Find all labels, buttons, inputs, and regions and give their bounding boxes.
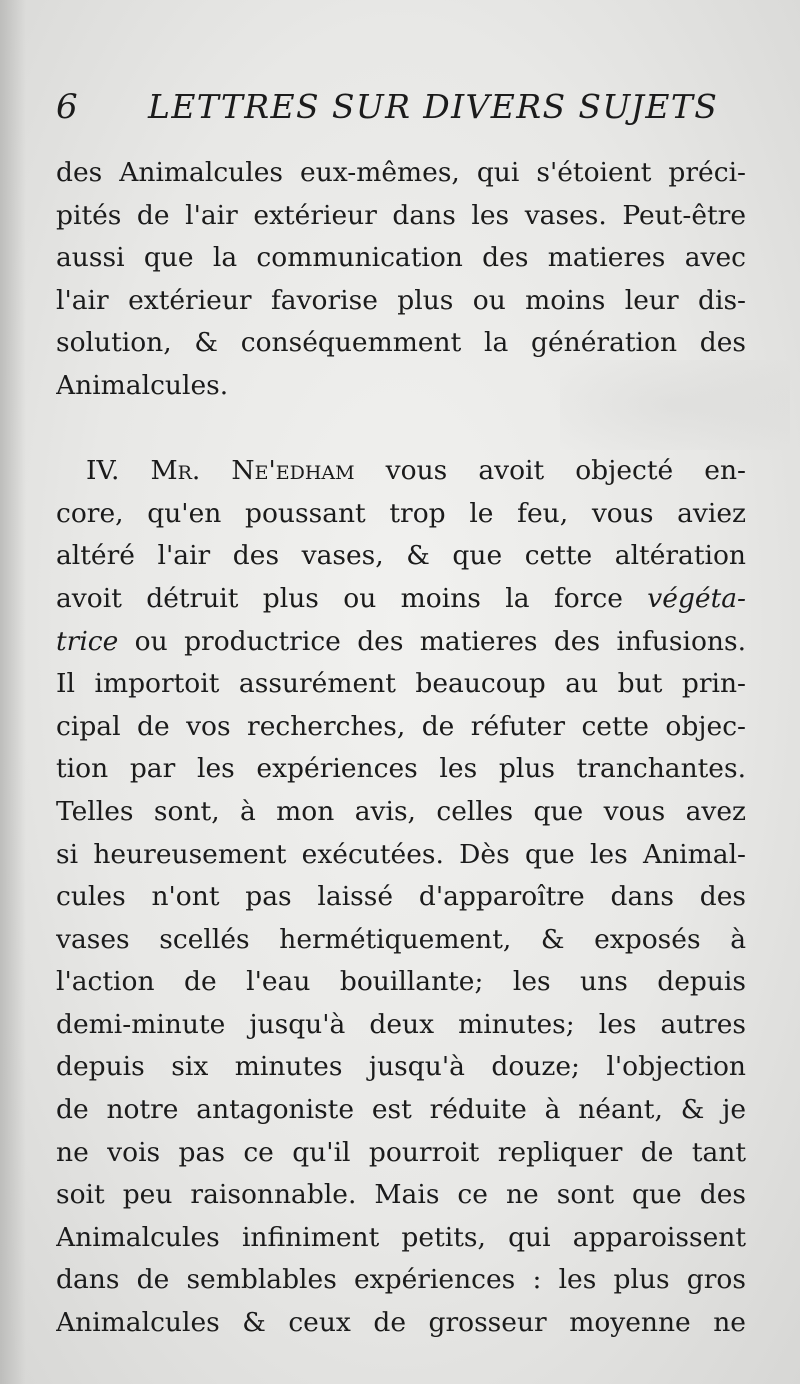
title-mr: Mr. <box>150 455 201 487</box>
paragraph-1 <box>56 152 746 408</box>
text-line: Animalcules & ceux de grosseur moyenne ne <box>56 1307 746 1339</box>
text-line: l'action de l'eau bouillante; les uns depuis <box>56 966 746 998</box>
text-line: core, qu'en poussant trop le feu, vous aviez <box>56 497 746 529</box>
text-line: demi-minute jusqu'à deux minutes; les autres <box>56 1008 746 1040</box>
text-line: Telles sont, à mon avis, celles que vous avez <box>56 795 746 827</box>
section-number: IV. <box>86 455 151 487</box>
text-line: tion par les expériences les plus tranchantes. <box>56 753 746 785</box>
body-text <box>56 152 746 1345</box>
line-rest: vous avoit objecté en- <box>354 455 746 487</box>
text-line: depuis six minutes jusqu'à douze; l'objection <box>56 1051 746 1083</box>
text-line: pités de l'air extérieur dans les vases. Peut-être <box>56 199 746 231</box>
text-line: l'air extérieur favorise plus ou moins leur dis- <box>56 284 746 316</box>
text-line: altéré l'air des vases, & que cette altération <box>56 540 746 572</box>
paragraph-2 <box>56 450 746 1344</box>
text-line: vases scellés hermétiquement, & exposés à <box>56 923 746 955</box>
text-line <box>56 621 746 664</box>
text-line: cules n'ont pas laissé d'apparoître dans des <box>56 881 746 913</box>
text-line: si heureusement exécutées. Dès que les Animal- <box>56 838 746 870</box>
text-line: aussi que la communication des matieres avec <box>56 242 746 274</box>
text-line: dans de semblables expériences : les plus gros <box>56 1264 746 1296</box>
text-line <box>56 578 746 621</box>
line-text: ou productrice des matieres des infusions. <box>118 625 746 657</box>
italic-word: végéta- <box>647 582 746 614</box>
text-line: cipal de vos recherches, de réfuter cette objec- <box>56 710 746 742</box>
text-line <box>56 450 746 493</box>
text-line: ne vois pas ce qu'il pourroit repliquer de tant <box>56 1136 746 1168</box>
line-text: avoit détruit plus ou moins la force <box>56 582 648 614</box>
text-line: Animalcules infiniment petits, qui apparoissent <box>56 1221 746 1253</box>
page-edge-shadow <box>0 0 26 1384</box>
running-head: LETTRES SUR DIVERS SUJETS <box>148 87 719 126</box>
text-line: soit peu raisonnable. Mais ce ne sont que des <box>56 1179 746 1211</box>
paragraph-gap <box>56 408 746 451</box>
person-name: Ne'edham <box>231 455 355 487</box>
page-header <box>56 84 746 130</box>
italic-word: trice <box>56 625 119 657</box>
text-line: des Animalcules eux-mêmes, qui s'étoient préci- <box>56 157 746 188</box>
text-line: Animalcules. <box>56 369 229 401</box>
page-number: 6 <box>56 87 78 127</box>
text-line: solution, & conséquemment la génération des <box>56 327 746 359</box>
text-line: de notre antagoniste est réduite à néant, & je <box>56 1094 746 1126</box>
text-line: Il importoit assurément beaucoup au but prin- <box>56 668 746 700</box>
